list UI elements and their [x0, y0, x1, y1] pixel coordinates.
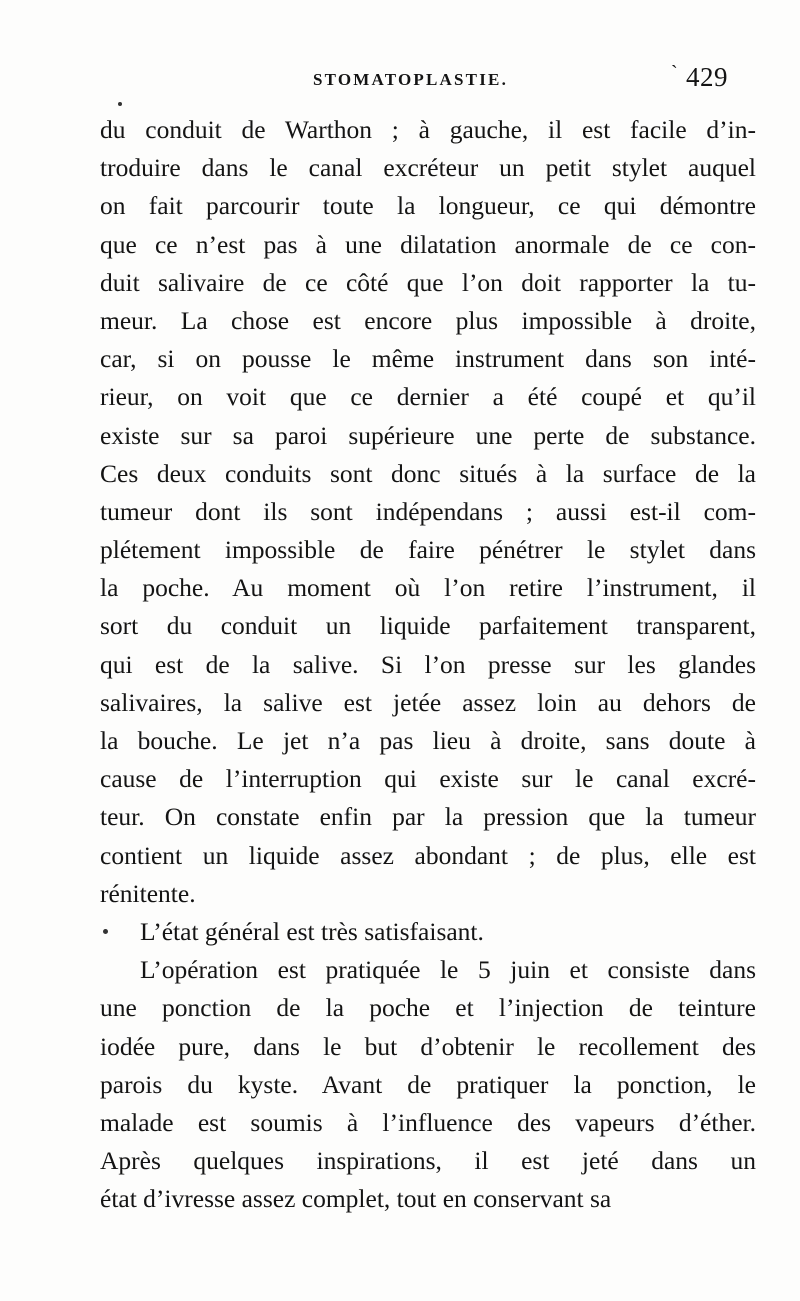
- text-line: existe sur sa paroi supérieure une perte de substance.: [100, 420, 756, 450]
- text-line: iodée pure, dans le but d’obtenir le recollement des: [100, 1031, 756, 1061]
- running-title: STOMATOPLASTIE.: [313, 70, 509, 89]
- paragraph: [100, 111, 756, 913]
- text-line: la bouche. Le jet n’a pas lieu à droite, sans doute à: [100, 726, 756, 755]
- text-line: L’état général est très satisfaisant.: [140, 916, 484, 946]
- text-line: cause de l’interruption qui existe sur le canal excré-: [100, 764, 756, 794]
- text-line: plétement impossible de faire pénétrer le stylet dans: [100, 535, 756, 565]
- text-line: état d’ivresse assez complet, tout en conservant sa: [100, 1184, 612, 1214]
- text-line: la poche. Au moment où l’on retire l’instrument, il: [100, 573, 756, 603]
- paragraph: [100, 951, 756, 1218]
- text-line: une ponction de la poche et l’injection de teinture: [100, 993, 756, 1023]
- text-line: car, si on pousse le même instrument dans son inté-: [100, 344, 756, 374]
- text-line: duit salivaire de ce côté que l’on doit rapporter la tu-: [100, 267, 756, 297]
- text-line: Après quelques inspirations, il est jeté dans un: [100, 1146, 756, 1176]
- text-line: salivaires, la salive est jetée assez loin au dehors de: [100, 687, 756, 717]
- page-number: 429: [686, 62, 728, 92]
- text-line: qui est de la salive. Si l’on presse sur les glandes: [100, 649, 756, 679]
- ink-mark: ˋ: [671, 62, 678, 84]
- body-text: [100, 111, 756, 1218]
- text-line: Ces deux conduits sont donc situés à la surface de la: [100, 458, 756, 488]
- text-line: sort du conduit un liquide parfaitement transparent,: [100, 611, 756, 641]
- text-line: parois du kyste. Avant de pratiquer la ponction, le: [100, 1069, 756, 1099]
- running-header: [0, 62, 800, 98]
- text-line: contient un liquide assez abondant ; de plus, elle est: [100, 840, 756, 870]
- text-line: rénitente.: [100, 878, 196, 908]
- text-line: du conduit de Warthon ; à gauche, il est facile d’in-: [100, 115, 756, 144]
- ink-speck: [103, 929, 108, 934]
- text-line: on fait parcourir toute la longueur, ce qui démontre: [100, 191, 756, 221]
- paragraph: [100, 913, 756, 951]
- text-line: rieur, on voit que ce dernier a été coupé et qu’il: [100, 382, 756, 412]
- text-line: L’opération est pratiquée le 5 juin et consiste dans: [140, 955, 756, 985]
- text-line: teur. On constate enfin par la pression que la tumeur: [100, 802, 756, 832]
- text-line: meur. La chose est encore plus impossible à droite,: [100, 305, 756, 335]
- text-line: que ce n’est pas à une dilatation anormale de ce con-: [100, 229, 756, 259]
- text-line: tumeur dont ils sont indépendans ; aussi est-il com-: [100, 496, 756, 526]
- text-line: troduire dans le canal excréteur un petit stylet auquel: [100, 153, 756, 183]
- text-line: malade est soumis à l’influence des vapeurs d’éther.: [100, 1107, 756, 1137]
- ink-speck: [118, 102, 122, 106]
